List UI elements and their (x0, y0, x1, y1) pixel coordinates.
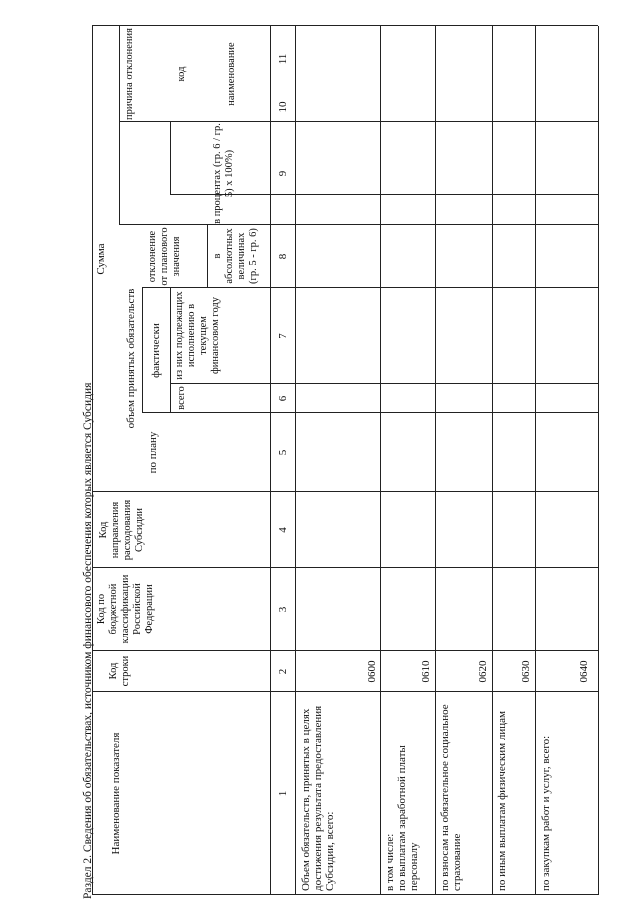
column-number: 7 (277, 333, 289, 339)
header-row-code: Код строки (108, 655, 131, 687)
header-direction-code: Код направления расходования Субсидии (98, 499, 145, 561)
header-planned: по плану (147, 431, 159, 474)
row-label: Объем обязательств, принятых в целях достижения результата предоставления Субсидии, всего: (300, 705, 336, 891)
column-number: 6 (277, 395, 289, 402)
row-code: 0600 (366, 660, 378, 683)
header-bcc: Код по бюджетной классификации Российской Федерации (96, 574, 155, 644)
header-reason-code: код (176, 66, 187, 82)
header-current-year: из них подлежащих исполнению в текущем финансовом году (174, 291, 221, 380)
column-number: 4 (277, 527, 289, 533)
row-label: по взносам на обязательное социальное страхование (439, 704, 463, 891)
header-sum: Сумма (95, 243, 107, 275)
header-deviation: отклонение от планового значения (147, 227, 182, 286)
header-abs: в абсолютных величинах (гр. 5 - гр. 6) (212, 228, 259, 284)
header-obligations: объем принятых обязательств (125, 288, 137, 429)
column-number: 3 (277, 606, 289, 613)
header-actual: фактически (150, 323, 162, 378)
row-label: по иным выплатам физическим лицам (496, 711, 508, 891)
column-number: 8 (277, 253, 289, 260)
header-total: всего (176, 386, 187, 410)
column-number: 11 (277, 53, 289, 65)
column-number: 5 (277, 449, 289, 456)
header-pct: в процентах (гр. 6 / гр. 5) х 100%) (212, 123, 235, 224)
row-code: 0620 (477, 660, 489, 683)
column-number: 9 (277, 170, 289, 177)
header-reason: причина отклонения (124, 28, 135, 120)
section-title: Раздел 2. Сведения об обязательствах, источником финансового обеспечения которых является Субсидия (82, 382, 94, 899)
column-number: 10 (277, 101, 289, 113)
header-reason-name: наименование (226, 42, 237, 106)
column-number: 1 (277, 790, 289, 797)
row-label: по закупкам работ и услуг, всего: (540, 735, 552, 891)
row-code: 0610 (420, 660, 432, 683)
header-indicator-name: Наименование показателя (110, 732, 122, 855)
row-code: 0630 (520, 660, 532, 683)
row-label: в том числе: по выплатам заработной платы персоналу (384, 745, 420, 891)
row-code: 0640 (578, 660, 590, 683)
column-number: 2 (277, 668, 289, 675)
